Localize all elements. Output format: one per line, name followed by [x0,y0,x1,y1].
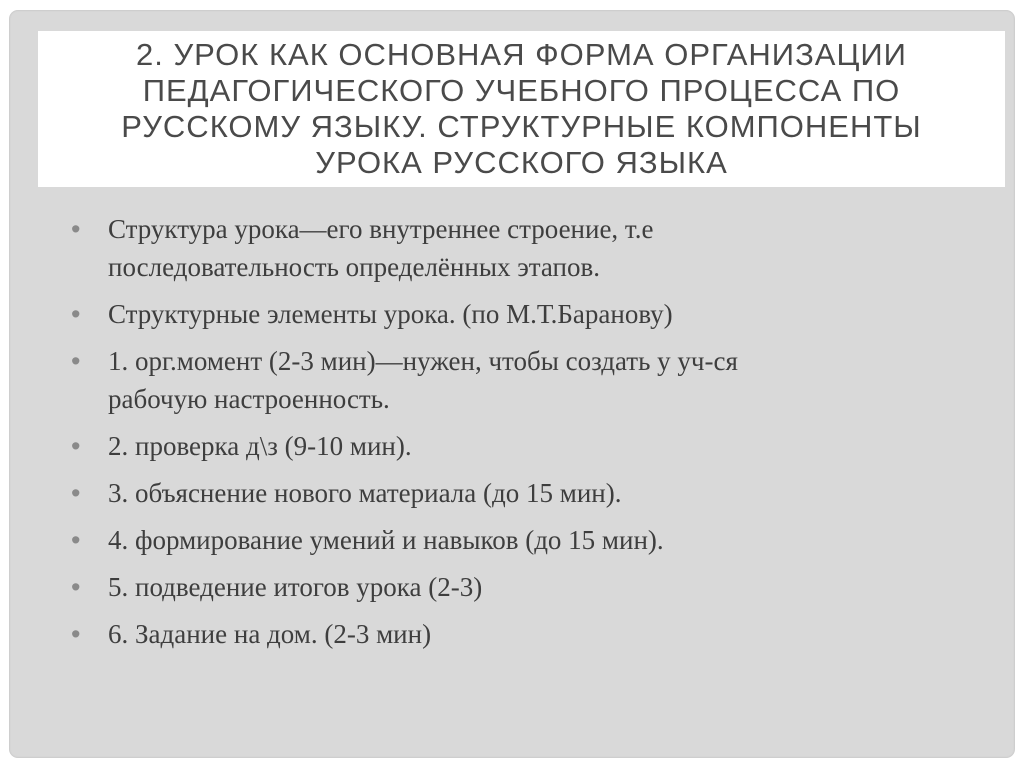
bullet-item [71,474,951,512]
bullet-text: Структурные элементы урока. (по М.Т.Баранову) [108,299,673,329]
bullet-text: 3. объяснение нового материала (до 15 мин). [108,478,622,508]
bullet-item [71,210,951,286]
bullet-icon: • [71,214,81,244]
bullet-item [71,342,951,418]
title-line: РУССКОМУ ЯЗЫКУ. СТРУКТУРНЫЕ КОМПОНЕНТЫ [121,109,922,144]
bullet-item [71,568,951,606]
title-line: УРОКА РУССКОГО ЯЗЫКА [315,145,728,180]
title-line: 2. УРОК КАК ОСНОВНАЯ ФОРМА ОРГАНИЗАЦИИ [136,37,907,72]
bullet-text: рабочую настроенность. [108,384,390,414]
bullet-icon: • [71,619,81,649]
bullet-item [71,427,951,465]
bullet-text: последовательность определённых этапов. [108,252,600,282]
title-box [38,31,1005,187]
bullet-item [71,615,951,653]
bullet-icon: • [71,299,81,329]
slide-title [38,37,1005,181]
bullet-icon: • [71,431,81,461]
bullet-text: 6. Задание на дом. (2-3 мин) [108,619,432,649]
bullet-text: 2. проверка д\з (9-10 мин). [108,431,412,461]
slide [9,10,1015,758]
bullet-text: Структура урока—его внутреннее строение, т.е [108,214,654,244]
bullet-list [71,210,951,662]
bullet-icon: • [71,525,81,555]
bullet-text: 1. орг.момент (2-3 мин)—нужен, чтобы создать у уч-ся [108,346,738,376]
bullet-icon: • [71,478,81,508]
bullet-item [71,521,951,559]
title-line: ПЕДАГОГИЧЕСКОГО УЧЕБНОГО ПРОЦЕССА ПО [142,73,901,108]
bullet-icon: • [71,572,81,602]
bullet-icon: • [71,346,81,376]
bullet-item [71,295,951,333]
bullet-text: 4. формирование умений и навыков (до 15 мин). [108,525,664,555]
bullet-text: 5. подведение итогов урока (2-3) [108,572,483,602]
